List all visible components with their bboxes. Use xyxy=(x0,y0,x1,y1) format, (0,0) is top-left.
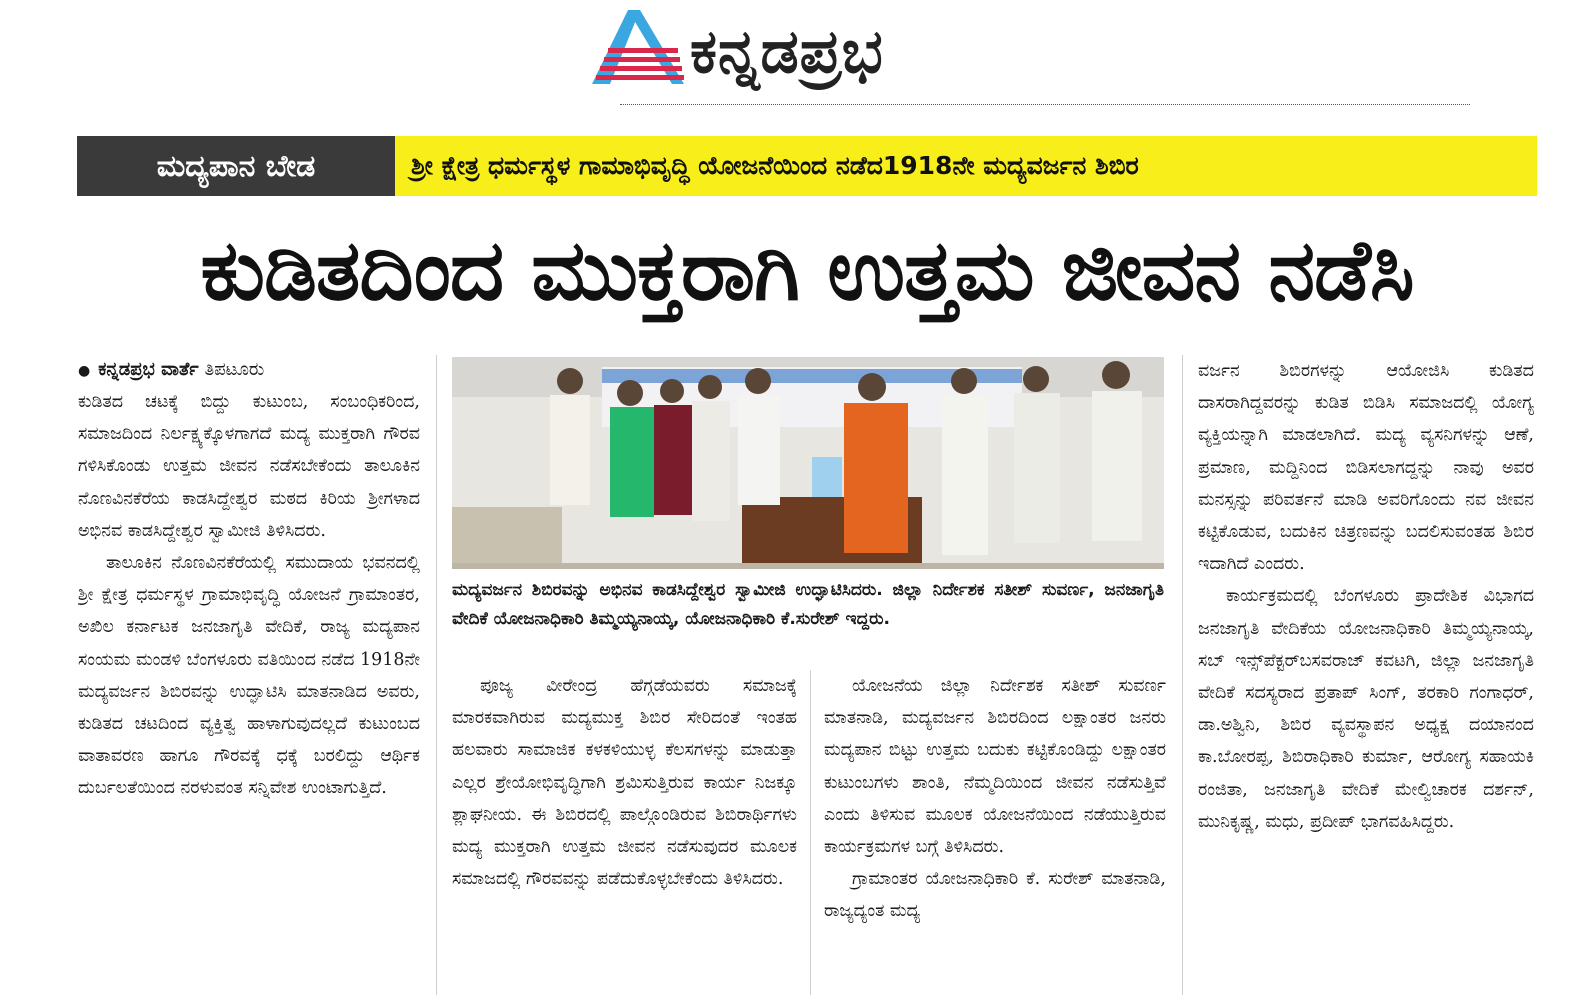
article-column-2 xyxy=(452,670,797,995)
event-photo-image xyxy=(452,357,1164,569)
paragraph: ಕಾರ್ಯಕ್ರಮದಲ್ಲಿ ಬೆಂಗಳೂರು ಪ್ರಾದೇಶಿಕ ವಿಭಾಗದ ಜನಜಾಗೃತಿ ವೇದಿಕೆಯ ಯೋಜನಾಧಿಕಾರಿ ತಿಮ್ಮಯ್ಯನಾಯ್ಕ, ಸಬ್ ಇನ್ಸ್‌ಪೆಕ್ಟರ್‌ಬಸವರಾಜ್ ಕವಟಗಿ, ಜಿಲ್ಲಾ ಜನಜಾಗೃತಿ ವೇದಿಕೆ ಸದಸ್ಯರಾದ ಪ್ರತಾಪ್ ಸಿಂಗ್, ತರಕಾರಿ ಗಂಗಾಧರ್, ಡಾ.ಅಶ್ವಿನಿ, ಶಿಬಿರ ವ್ಯವಸ್ಥಾಪನ ಅಧ್ಯಕ್ಷ ದಯಾನಂದ ಕಾ.ಬೋರಪ್ಪ, ಶಿಬಿರಾಧಿಕಾರಿ ಕುರ್ಮಾ, ಆರೋಗ್ಯ ಸಹಾಯಕಿ ರಂಜಿತಾ, ಜನಜಾಗೃತಿ ವೇದಿಕೆ ಮೇಲ್ವಿಚಾರಕ ದರ್ಶನ್, ಮುನಿಕೃಷ್ಣ, ಮಧು, ಪ್ರದೀಪ್ ಭಾಗವಹಿಸಿದ್ದರು. xyxy=(1198,586,1534,832)
masthead-title: ಕನ್ನಡಪ್ರಭ xyxy=(690,17,884,87)
column-divider xyxy=(810,670,811,995)
paragraph: ಕುಡಿತದ ಚಟಕ್ಕೆ ಬಿದ್ದು ಕುಟುಂಬ, ಸಂಬಂಧಿಕರಿಂದ, ಸಮಾಜದಿಂದ ನಿರ್ಲಕ್ಷ್ಯಕ್ಕೊಳಗಾಗದೆ ಮದ್ಯ ಮುಕ್ತರಾಗಿ ಗೌರವ ಗಳಿಸಿಕೊಂಡು ಉತ್ತಮ ಜೀವನ ನಡೆಸಬೇಕೆಂದು ತಾಲೂಕಿನ ನೊಣವಿನಕೆರೆಯ ಕಾಡಸಿದ್ದೇಶ್ವರ ಮಠದ ಕಿರಿಯ ಶ್ರೀಗಳಾದ ಅಭಿನವ ಕಾಡಸಿದ್ದೇಶ್ವರ ಸ್ವಾಮೀಜಿ ತಿಳಿಸಿದರು. xyxy=(78,392,420,541)
bullet-icon: ● xyxy=(78,363,91,379)
byline-source: ಕನ್ನಡಪ್ರಭ ವಾರ್ತೆ xyxy=(98,359,199,380)
kannadaprabha-logo-icon xyxy=(588,4,688,88)
masthead xyxy=(0,0,1577,120)
kicker-bar xyxy=(77,136,1537,196)
column-divider xyxy=(1182,355,1183,995)
masthead-rule xyxy=(620,104,1470,109)
article-column-4 xyxy=(1198,355,1534,995)
paragraph: ಯೋಜನೆಯ ಜಿಲ್ಲಾ ನಿರ್ದೇಶಕ ಸತೀಶ್ ಸುವರ್ಣ ಮಾತನಾಡಿ, ಮದ್ಯವರ್ಜನ ಶಿಬಿರದಿಂದ ಲಕ್ಷಾಂತರ ಜನರು ಮದ್ಯಪಾನ ಬಿಟ್ಟು ಉತ್ತಮ ಬದುಕು ಕಟ್ಟಿಕೊಂಡಿದ್ದು ಲಕ್ಷಾಂತರ ಕುಟುಂಬಗಳು ಶಾಂತಿ, ನೆಮ್ಮದಿಯಿಂದ ಜೀವನ ನಡೆಸುತ್ತಿವೆ ಎಂದು ತಿಳಿಸುವ ಮೂಲಕ ಯೋಜನೆಯಿಂದ ನಡೆಯುತ್ತಿರುವ ಕಾರ್ಯಕ್ರಮಗಳ ಬಗ್ಗೆ ತಿಳಿಸಿದರು. xyxy=(824,676,1166,858)
paragraph: ಪೂಜ್ಯ ವೀರೇಂದ್ರ ಹೆಗ್ಗಡೆಯವರು ಸಮಾಜಕ್ಕೆ ಮಾರಕವಾಗಿರುವ ಮದ್ಯಮುಕ್ತ ಶಿಬಿರ ಸೇರಿದಂತೆ ಇಂತಹ ಹಲವಾರು ಸಾಮಾಜಿಕ ಕಳಕಳಿಯುಳ್ಳ ಕೆಲಸಗಳನ್ನು ಮಾಡುತ್ತಾ ಎಲ್ಲರ ಶ್ರೇಯೋಭಿವೃದ್ಧಿಗಾಗಿ ಶ್ರಮಿಸುತ್ತಿರುವ ಕಾರ್ಯ ನಿಜಕ್ಕೂ ಶ್ಲಾಘನೀಯ. ಈ ಶಿಬಿರದಲ್ಲಿ ಪಾಲ್ಗೊಂಡಿರುವ ಶಿಬಿರಾರ್ಥಿಗಳು ಮದ್ಯ ಮುಕ್ತರಾಗಿ ಉತ್ತಮ ಜೀವನ ನಡೆಸುವುದರ ಮೂಲಕ ಸಮಾಜದಲ್ಲಿ ಗೌರವವನ್ನು ಪಡೆದುಕೊಳ್ಳಬೇಕೆಂದು ತಿಳಿಸಿದರು. xyxy=(452,676,797,890)
byline-place: ತಿಪಟೂರು xyxy=(204,359,265,380)
paragraph: ತಾಲೂಕಿನ ನೊಣವಿನಕೆರೆಯಲ್ಲಿ ಸಮುದಾಯ ಭವನದಲ್ಲಿ ಶ್ರೀ ಕ್ಷೇತ್ರ ಧರ್ಮಸ್ಥಳ ಗ್ರಾಮಾಭಿವೃದ್ಧಿ ಯೋಜನೆ ಗ್ರಾಮಾಂತರ, ಅಖಿಲ ಕರ್ನಾಟಕ ಜನಜಾಗೃತಿ ವೇದಿಕೆ, ರಾಜ್ಯ ಮದ್ಯಪಾನ ಸಂಯಮ ಮಂಡಳಿ ಬೆಂಗಳೂರು ವತಿಯಿಂದ ನಡೆದ 1918ನೇ ಮದ್ಯವರ್ಜನ ಶಿಬಿರವನ್ನು ಉದ್ಘಾಟಿಸಿ ಮಾತನಾಡಿದ ಅವರು, ಕುಡಿತದ ಚಟದಿಂದ ವ್ಯಕ್ತಿತ್ವ ಹಾಳಾಗುವುದಲ್ಲದೆ ಕುಟುಂಬದ ವಾತಾವರಣ ಹಾಗೂ ಗೌರವಕ್ಕೆ ಧಕ್ಕೆ ಬರಲಿದ್ದು ಆರ್ಥಿಕ ದುರ್ಬಲತೆಯಿಂದ ನರಳುವಂತ ಸನ್ನಿವೇಶ ಉಂಟಾಗುತ್ತಿದೆ. xyxy=(78,553,420,799)
paragraph: ಗ್ರಾಮಾಂತರ ಯೋಜನಾಧಿಕಾರಿ ಕೆ. ಸುರೇಶ್ ಮಾತನಾಡಿ, ರಾಜ್ಯದ್ಯಂತ ಮದ್ಯ xyxy=(824,869,1166,922)
article-column-3 xyxy=(824,670,1166,995)
article-column-1 xyxy=(78,355,420,995)
headline: ಕುಡಿತದಿಂದ ಮುಕ್ತರಾಗಿ ಉತ್ತಮ ಜೀವನ ನಡೆಸಿ xyxy=(200,221,1414,319)
column-divider xyxy=(436,355,437,995)
paragraph: ವರ್ಜನ ಶಿಬಿರಗಳನ್ನು ಆಯೋಜಿಸಿ ಕುಡಿತದ ದಾಸರಾಗಿದ್ದವರನ್ನು ಕುಡಿತ ಬಿಡಿಸಿ ಸಮಾಜದಲ್ಲಿ ಯೋಗ್ಯ ವ್ಯಕ್ತಿಯನ್ನಾಗಿ ಮಾಡಲಾಗಿದೆ. ಮದ್ಯ ವ್ಯಸನಿಗಳನ್ನು ಆಣೆ, ಪ್ರಮಾಣ, ಮದ್ದಿನಿಂದ ಬಿಡಿಸಲಾಗದ್ದನ್ನು ನಾವು ಅವರ ಮನಸ್ಸನ್ನು ಪರಿವರ್ತನೆ ಮಾಡಿ ಅವರಿಗೊಂದು ನವ ಜೀವನ ಕಟ್ಟಿಕೊಡುವ, ಬದುಕಿನ ಚಿತ್ರಣವನ್ನು ಬದಲಿಸುವಂತಹ ಶಿಬಿರ ಇದಾಗಿದೆ ಎಂದರು. xyxy=(1198,361,1534,575)
photo-caption: ಮದ್ಯವರ್ಜನ ಶಿಬಿರವನ್ನು ಅಭಿನವ ಕಾಡಸಿದ್ದೇಶ್ವರ ಸ್ವಾಮೀಜಿ ಉದ್ಘಾಟಿಸಿದರು. ಜಿಲ್ಲಾ ನಿರ್ದೇಶಕ ಸತೀಶ್ ಸುವರ್ಣ, ಜನಜಾಗೃತಿ ವೇದಿಕೆ ಯೋಜನಾಧಿಕಾರಿ ತಿಮ್ಮಯ್ಯನಾಯ್ಕ, ಯೋಜನಾಧಿಕಾರಿ ಕೆ.ಸುರೇಶ್ ಇದ್ದರು. xyxy=(452,580,1164,629)
byline xyxy=(78,355,420,386)
event-photo xyxy=(452,357,1164,569)
kicker-subhead: ಶ್ರೀ ಕ್ಷೇತ್ರ ಧರ್ಮಸ್ಥಳ ಗಾಮಾಭಿವೃದ್ಧಿ ಯೋಜನೆಯಿಂದ ನಡೆದ1918ನೇ ಮದ್ಯವರ್ಜನ ಶಿಬಿರ xyxy=(395,136,1537,196)
kicker-tag: ಮದ್ಯಪಾನ ಬೇಡ xyxy=(77,136,395,196)
